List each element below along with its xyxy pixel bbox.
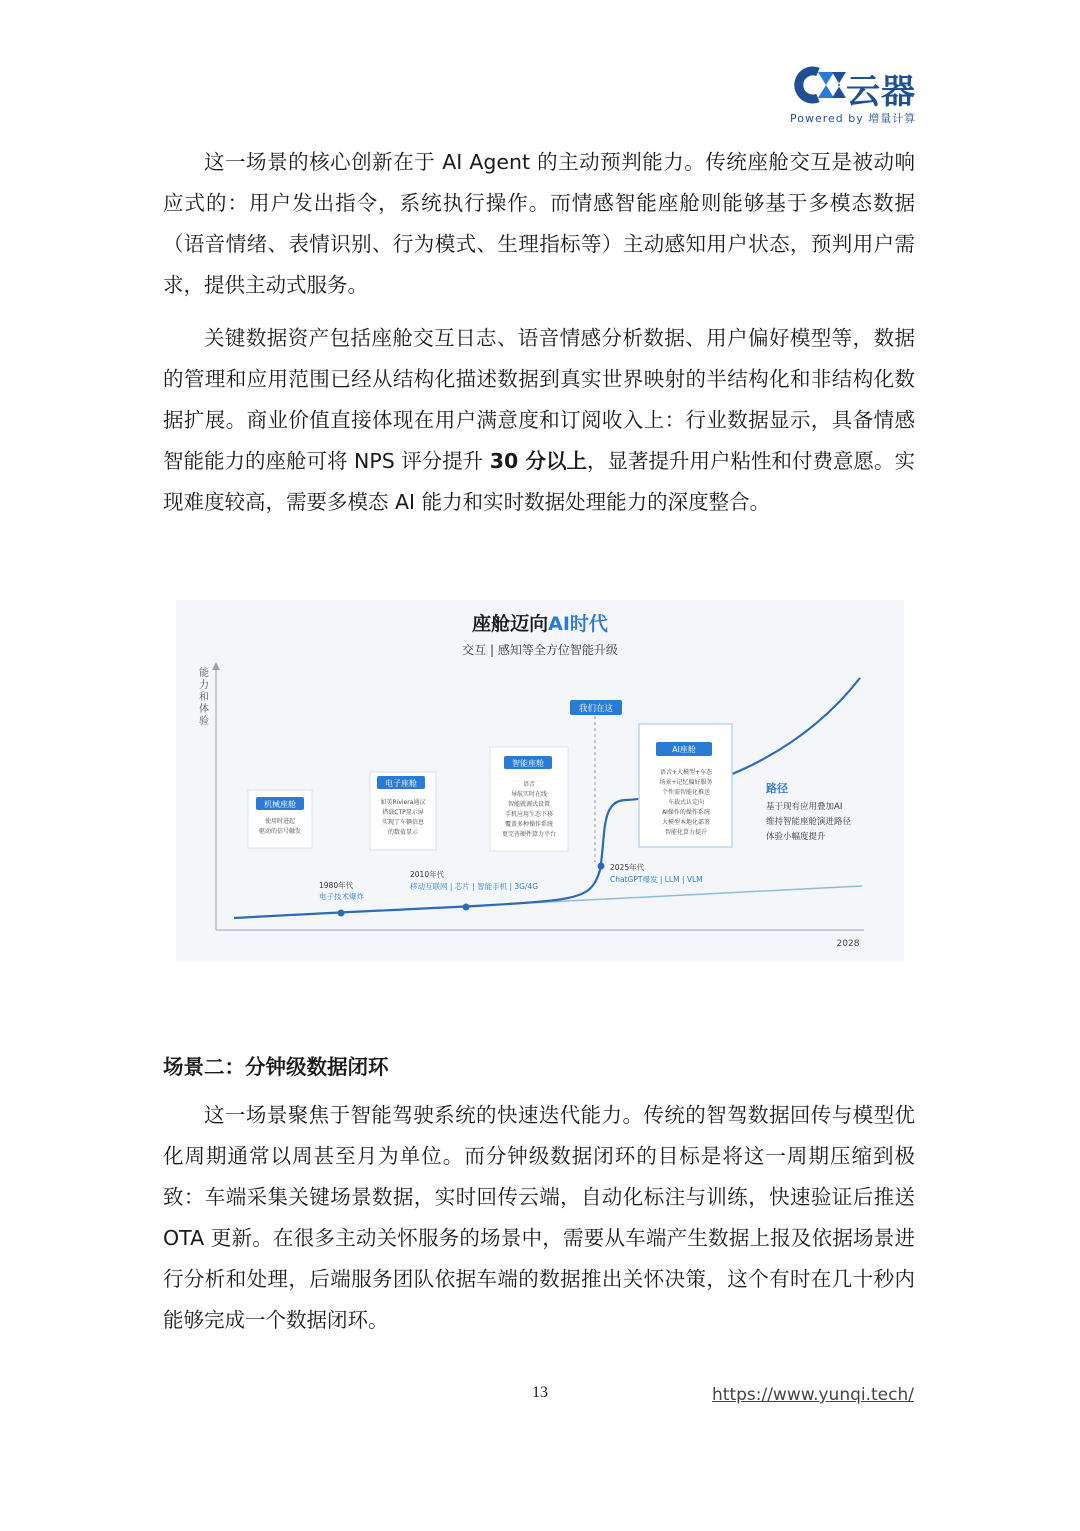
card-ai-line: 场景+记忆偏好服务	[659, 779, 713, 786]
era-2010-desc: 移动互联网 | 芯片 | 智能手机 | 3G/4G	[410, 882, 539, 891]
brand-name: 云器	[846, 72, 916, 112]
card-ai-line: 语音+大模型+车态	[659, 769, 713, 776]
paragraph-1: 这一场景的核心创新在于 AI Agent 的主动预判能力。传统座舱交互是被动响应式的：用户发出指令，系统执行操作。而情感智能座舱则能够基于多模态数据（语音情绪、表情识别、行为模式、生理指标等）主动感知用户状态，预判用户需求，提供主动式服务。	[163, 150, 915, 297]
present-marker-label: 我们在这	[578, 704, 614, 714]
brand-logo-mark-icon	[788, 66, 848, 104]
svg-text:和: 和	[199, 692, 209, 703]
website-link[interactable]: https://www.yunqi.tech/	[712, 1385, 914, 1405]
svg-text:验: 验	[199, 716, 209, 727]
card-smart-cockpit	[490, 747, 568, 851]
section-heading: 场景二：分钟级数据闭环	[163, 1055, 389, 1079]
card-electronic-line: 搭载CTP显示屏	[382, 809, 424, 816]
path-line: 体验小幅度提升	[766, 832, 826, 842]
card-ai-line: AI操作的操作系统	[662, 809, 710, 816]
brand-logo	[788, 62, 928, 124]
card-electronic-cockpit	[370, 772, 436, 850]
cockpit-evolution-figure	[176, 600, 904, 962]
card-smart-line: 语音	[522, 781, 536, 788]
x-axis-end-label: 2028	[836, 939, 860, 949]
era-2025-desc: ChatGPT爆发 | LLM | VLM	[610, 875, 703, 884]
card-electronic-line: 实现了车辆信息	[381, 819, 425, 826]
card-smart-line: 覆盖多种操作系统	[504, 821, 554, 828]
card-smart-line: 智能就调式设置	[507, 801, 551, 808]
card-mechanical-cockpit	[248, 790, 312, 848]
era-point-1980	[338, 910, 345, 917]
card-electronic-line: 如英Riviera通汉	[380, 799, 426, 806]
svg-text:体: 体	[199, 704, 209, 715]
card-ai-cockpit	[639, 724, 732, 847]
card-ai-line: 大模型本地化部署	[661, 819, 711, 826]
card-smart-line: 更完善硬件算力平台	[501, 831, 557, 838]
svg-text:能: 能	[199, 668, 209, 679]
card-ai-line: 车载式认定向	[667, 799, 705, 806]
era-point-2025	[598, 863, 605, 870]
card-electronic-label: 电子座舱	[385, 779, 417, 788]
y-axis-label	[199, 666, 209, 727]
paragraph-3: 这一场景聚焦于智能驾驶系统的快速迭代能力。传统的智驾数据回传与模型优化周期通常以周甚至月为单位。而分钟级数据闭环的目标是将这一周期压缩到极致：车端采集关键场景数据，实时回传云端，自动化标注与训练，快速验证后推送 OTA 更新。在很多主动关怀服务的场景中，需要从车端产生数据上报及依据场景进行分析和处理，后端服务团队依据车端的数据推出关怀决策，这个有时在几十秒内能够完成一个数据闭环。	[163, 1103, 915, 1332]
page-number: 13	[532, 1384, 548, 1401]
era-1980-desc: 电子技术爆炸	[319, 892, 364, 901]
era-2025-year: 2025年代	[610, 863, 645, 872]
card-ai-line: 个性需智能化推送	[661, 789, 711, 796]
paragraph-2-text-b: ，显著提升用户粘性和付费意愿。实现难度较高，需要多模态 AI 能力和实时数据处理能力的深度整合。	[163, 449, 915, 514]
svg-text:力: 力	[199, 680, 209, 691]
path-title: 路径	[766, 782, 788, 795]
card-ai-line: 智能化算力提升	[664, 829, 708, 836]
era-1980-year: 1980年代	[319, 881, 354, 890]
figure-title: 座舱迈向AI时代	[472, 613, 608, 635]
figure-subtitle: 交互 | 感知等全方位智能升级	[462, 643, 618, 657]
era-2010-year: 2010年代	[410, 870, 445, 879]
cockpit-evolution-diagram	[176, 600, 904, 962]
card-mechanical-label: 机械座舱	[264, 800, 296, 809]
card-mechanical-line: 使用时进起	[264, 818, 296, 825]
card-ai-label: AI座舱	[672, 745, 696, 754]
paragraph-2-bold: 30 分以上	[489, 449, 587, 473]
card-mechanical-line: 驱动的信号触发	[258, 828, 302, 835]
card-electronic-line: 的数值显示	[387, 829, 419, 836]
y-axis-arrow-icon	[212, 662, 220, 670]
paragraph-2-text-a: 关键数据资产包括座舱交互日志、语音情感分析数据、用户偏好模型等，数据的管理和应用范围已经从结构化描述数据到真实世界映射的半结构化和非结构化数据扩展。商业价值直接体现在用户满意度和订阅收入上：行业数据显示，具备情感智能能力的座舱可将 NPS 评分提升	[163, 326, 915, 473]
path-line: 基于现有应用叠加AI	[766, 802, 843, 812]
era-point-2010	[463, 904, 470, 911]
brand-tagline: Powered by 增量计算	[790, 112, 917, 125]
path-line: 维持智能座舱演进路径	[766, 817, 852, 827]
card-smart-label: 智能座舱	[512, 759, 544, 768]
paragraph-2	[163, 318, 915, 523]
card-smart-line: 导航实时在线	[510, 791, 548, 798]
card-smart-line: 手机应用生态下移	[504, 811, 554, 818]
